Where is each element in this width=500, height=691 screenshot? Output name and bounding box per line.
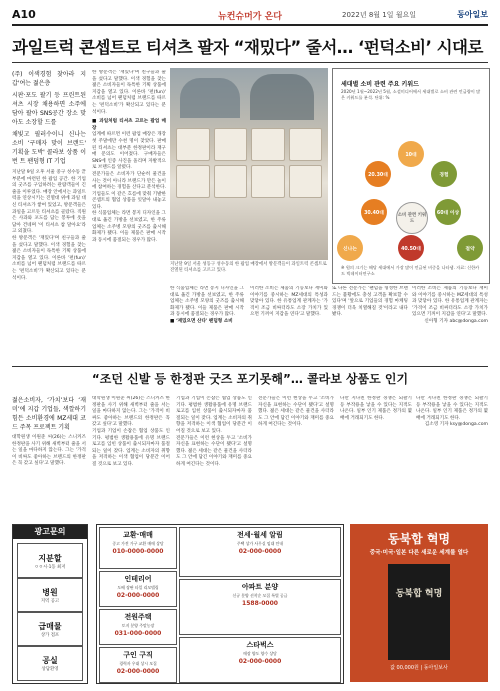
article1-body-2: 한 방문객은 '재밌다'며 친구들과 줄을 섰다고 말했다. 이색 경험을 찾는 젊은 소비자들이 독특한 기획 상품에 지갑을 열고 있다. 이른바 '펀(fun)' 소비를 넘어 팬덤처럼 브랜드를 따르는 '펀덕소비'가 확산되고 있다는 분석이다. bbox=[12, 235, 86, 281]
infographic-description: 2020년 1월~2022년 5월, 소셜미디어에서 세대별로 소비 관련 언급량이 많은 키워드를 분석. 단위: % bbox=[341, 89, 481, 100]
article1-body-5b: 한 식품업체는 라면 봉지 디자인을 그대로 옮긴 가방을 선보였고, 한 주류업체는 소주병 모양의 굿즈를 출시해 화제가 됐다. 이들 제품은 판매 시작과 동시에 품절되는 경우가 많다. bbox=[170, 286, 244, 318]
article1-lead-2: 시판·포도 팔기 등 프린트된 셔츠 시장 채용하면 소주에 담아 팔아 SNS공간 장소 맞아도 소장할 드를 bbox=[12, 92, 86, 126]
ad-cell-1-phone: 010-0000-0000 bbox=[112, 547, 164, 555]
ad-box-3-sub: 상가 점포 bbox=[40, 632, 60, 638]
photo-crowd-left bbox=[180, 78, 240, 118]
article1-body-6: 이러한 소비는 제품의 기능보다 재미와 이야기를 중시하는 MZ세대의 특성과 맞닿아 있다. 한 유통업계 관계자는 '가격이 조금 비싸더라도 소장 가치가 있으면 기꺼이 지갑을 연다'고 말했다. bbox=[250, 286, 328, 318]
article1-body-3: 업계에 따르면 이런 팝업 매장은 개장 첫 주말에만 수천 명이 찾았다. 판매된 티셔츠는 대부분 한정판이라 재구매 문의도 이어졌다. 구매자들은 SNS에 인증 사진을 올리며 자발적으로 브랜드를 알렸다. bbox=[92, 132, 166, 171]
article2-body-1b: 대학원생 이원준 씨(26)는 스니커즈 한정판을 사기 위해 새벽부터 줄을 서는 일을 마다하지 않는다. 그는 '가격이 비싸도 좋아하는 브랜드의 한정판은 꼭 갖고 싶다'고 말했다. bbox=[92, 396, 170, 428]
ad-box-4[interactable] bbox=[17, 645, 83, 681]
ad-box-2[interactable] bbox=[17, 577, 83, 613]
article1-body-6b: 이러한 소비는 제품의 기능보다 재미와 이야기를 중시하는 MZ세대의 특성과 맞닿아 있다. 한 유통업계 관계자는 '가격이 조금 비싸더라도 소장 가치가 있으면 기꺼이 지갑을 연다'고 말했다. bbox=[412, 286, 488, 318]
photo-display-shelves bbox=[176, 128, 322, 198]
ad-cell-1-sub: 중고 가전 가구 교환 매매 상담 bbox=[112, 541, 164, 546]
section-divider bbox=[12, 366, 488, 367]
keyword-node-5: 30.40대 bbox=[361, 199, 387, 225]
article2-column-5 bbox=[340, 396, 412, 518]
ad-box-3[interactable] bbox=[17, 611, 83, 647]
ad-cell-1[interactable] bbox=[99, 527, 177, 569]
infographic-center: 소비 관련 키워드 bbox=[396, 202, 428, 234]
ad-cell-4-phone: 1588-0000 bbox=[242, 599, 278, 607]
issue-date: 2022년 8월 1일 월요일 bbox=[342, 11, 416, 19]
article1-lead: (주) 이색경험 찾아라 지갑'여는 젊은층 bbox=[12, 71, 86, 87]
article1-body-4: 전문가들은 소비자가 단순히 물건을 사는 것이 아니라 브랜드가 만든 놀이에 참여하는 경험을 산다고 분석한다. 기업들도 이 같은 흐름에 맞춰 기발한 콘셉트의 협업 상품을 잇달아 내놓고 있다. bbox=[92, 171, 166, 210]
ad-cell-7-sub: 매장 양도 양수 상담 bbox=[243, 651, 277, 656]
ad-cell-4-title: 아파트 분양 bbox=[241, 583, 279, 591]
article2-body-4: 다만 지나친 한정판 경쟁은 되팔기 등 부작용을 낳을 수 있다는 지적도 나온다. 일부 인기 제품은 정가의 몇 배에 거래되기도 한다. bbox=[340, 396, 412, 421]
photo-caption: 지난달 9일 서울 성동구 성수동의 한 팝업 매장에서 방문객들이 과일트럭 콘셉트로 진열된 티셔츠를 고르고 있다. bbox=[170, 262, 327, 273]
article2-body-4b: 다만 지나친 한정판 경쟁은 되팔기 등 부작용을 낳을 수 있다는 지적도 나온다. 일부 인기 제품은 정가의 몇 배에 거래되기도 한다. bbox=[416, 396, 488, 421]
ad-box-2-title: 병원 bbox=[42, 587, 58, 597]
ad-cell-6-phone: 02-000-0000 bbox=[116, 667, 160, 675]
book-ad-price: 값 00,000원 | 동아일보사 bbox=[390, 665, 448, 671]
infographic-diagram bbox=[333, 117, 489, 267]
keyword-node-2: 경험 bbox=[431, 161, 457, 187]
article2-column-1 bbox=[12, 396, 86, 518]
book-ad-title: 동북합 혁명 bbox=[387, 532, 451, 546]
article2-column-3 bbox=[176, 396, 252, 518]
ad-box-2-sub: 지역 공고 bbox=[40, 598, 60, 604]
ad-cell-6[interactable] bbox=[99, 647, 177, 683]
newspaper-name: 동아일보 bbox=[457, 10, 488, 19]
article1-photo bbox=[170, 68, 328, 260]
book-cover-image bbox=[388, 564, 450, 660]
keyword-node-7: 신나는 bbox=[337, 235, 363, 261]
ad-cell-3-title: 인테리어 bbox=[124, 575, 152, 583]
ad-cell-2[interactable] bbox=[179, 527, 341, 577]
book-cover-title: 동북합 혁명 bbox=[395, 589, 443, 599]
ad-cell-4-sub: 신규 분양 선착순 모집 특별 공급 bbox=[232, 593, 288, 598]
ad-cell-7-title: 스타벅스 bbox=[246, 641, 274, 649]
ad-cell-2-title: 전세·월세 알림 bbox=[237, 531, 283, 539]
ads-column-title: 광고문의 bbox=[13, 525, 87, 539]
article1-column-5 bbox=[332, 286, 408, 362]
infographic-source: ※ 원의 크기는 해당 세대에서 가장 많이 언급된 비중을 나타냄. 자료: 신한카드 빅데이터연구소 bbox=[341, 265, 480, 276]
page-number: A10 bbox=[12, 8, 36, 21]
article2-byline: 김소영 기자 ksy@donga.com bbox=[424, 422, 488, 428]
ad-cell-4[interactable] bbox=[179, 579, 341, 635]
classified-ads-grid bbox=[96, 524, 344, 684]
headline-divider bbox=[12, 62, 488, 63]
section-title: 뉴컨슈머가 온다 bbox=[218, 12, 282, 22]
article2-lead: 젊은소비자, ‘가치’보다 ‘재미’에 지갑 기업들, 색깔하기 힘든 소비환경에 MZ세대 코드 주목 프로젝트 기획 bbox=[12, 397, 86, 431]
article1-column-3 bbox=[170, 286, 244, 362]
article2-headline: “조던 신발 등 한정판 굿즈 포기못해”… 콜라보 상품도 인기 bbox=[91, 372, 409, 386]
article2-body-3: 전문가들은 이런 현상을 두고 '소비가 자신을 표현하는 수단이 됐다'고 설명했다. 젊은 세대는 같은 물건을 사더라도 그 안에 담긴 이야기와 재미를 중요하게 여긴다는 것이다. bbox=[176, 435, 252, 467]
article2-body-3b: 전문가들은 이런 현상을 두고 '소비가 자신을 표현하는 수단이 됐다'고 설명했다. 젊은 세대는 같은 물건을 사더라도 그 안에 담긴 이야기와 재미를 중요하게 여긴다는 것이다. bbox=[258, 396, 334, 428]
ad-cell-2-phone: 02-000-0000 bbox=[238, 547, 282, 555]
article1-body-7: 또 다른 전문가는 '팬덤을 형성한 브랜드는 불황에도 충성 고객을 확보할 수 있다'며 '앞으로 기업들의 경험 마케팅 경쟁이 더욱 치열해질 것'이라고 내다봤다. bbox=[332, 286, 408, 318]
classified-ads-column bbox=[12, 524, 88, 684]
ad-cell-6-sub: 경력자 우대 상시 모집 bbox=[119, 661, 157, 666]
article2-column-2 bbox=[92, 396, 170, 518]
book-ad-subtitle: 중국·미국·일본 다른 새로운 세계를 열다 bbox=[369, 550, 469, 556]
article2-body-1: 대학원생 이원준 씨(26)는 스니커즈 한정판을 사기 위해 새벽부터 줄을 서는 일을 마다하지 않는다. 그는 '가격이 비싸도 좋아하는 브랜드의 한정판은 꼭 갖고 싶다'고 말했다. bbox=[12, 435, 86, 467]
ad-box-1-title: 지분할 bbox=[38, 553, 62, 563]
ad-cell-5-phone: 031-000-0000 bbox=[114, 629, 162, 637]
article1-column-2 bbox=[92, 70, 166, 362]
article2-body-2: 기업과 기업이 손잡은 협업 상품도 인기다. 평범한 생활용품에 유명 브랜드 로고를 입힌 상품이 출시되자마자 품절되는 일이 잦다. 업계는 소비자의 취향을 저격하는 이색 협업이 당분간 이어질 것으로 보고 있다. bbox=[92, 428, 170, 467]
article1-column-1 bbox=[12, 70, 86, 362]
article1-body-2b: 한 방문객은 '재밌다'며 친구들과 줄을 섰다고 말했다. 이색 경험을 찾는 젊은 소비자들이 독특한 기획 상품에 지갑을 열고 있다. 이른바 '펀(fun)' 소비를 넘어 팬덤처럼 브랜드를 따르는 '펀덕소비'가 확산되고 있다는 분석이다. bbox=[92, 70, 166, 115]
article1-lead-3: 채빛고 필러수이니 신나는 소비 ‘구매자 맞이 브랜드' 기획을 도박' 콜라보 상품 이번 트 팬덤형 IT 기업 bbox=[12, 131, 86, 165]
infographic-title: 세대별 소비 관련 주요 키워드 bbox=[341, 81, 419, 88]
article2-column-6 bbox=[416, 396, 488, 518]
article1-subhead-2: ■ ‘재밌으면 산다' 팬덤형 소비 bbox=[170, 318, 233, 324]
article2-column-4 bbox=[258, 396, 334, 518]
ad-cell-3-phone: 02-000-0000 bbox=[116, 591, 160, 599]
keyword-node-6: 40.50대 bbox=[398, 235, 424, 261]
article1-body-1: 지난달 9일 오후 서울 중구 성수동 끝부분에 마련된 한 팝업 공간. 한 기업의 굿즈를 구입하려는 관람객들이 긴 줄을 이루었다. 매장 안에서는 과일트럭을 연상시키는 진열대 위에 과일 대신 티셔츠가 쌓여 있었고, 방문객들은 과일을 고르듯 티셔츠를 골랐다. 직원은 사과와 포도를 담는 봉투에 옷을 담아 건네며 '이 티셔츠 참 달아요'라고 외쳤다. bbox=[12, 170, 86, 235]
ad-box-1[interactable] bbox=[17, 543, 83, 579]
ad-box-4-title: 공실 bbox=[42, 655, 58, 665]
ad-box-3-title: 급매물 bbox=[38, 621, 62, 631]
ad-cell-3-sub: 도배 장판 타일 리모델링 bbox=[117, 585, 159, 590]
ad-cell-3[interactable] bbox=[99, 571, 177, 607]
main-headline: 과일트럭 콘셉트로 티셔츠 팔자 “재밌다” 줄서… ‘펀덕소비’ 시대로 bbox=[12, 38, 483, 57]
ad-cell-2-sub: 주택 상가 사무실 임대 안내 bbox=[236, 541, 284, 546]
article2-body-2b: 기업과 기업이 손잡은 협업 상품도 인기다. 평범한 생활용품에 유명 브랜드 로고를 입힌 상품이 출시되자마자 품절되는 일이 잦다. 업계는 소비자의 취향을 저격하는 이색 협업이 당분간 이어질 것으로 보고 있다. bbox=[176, 396, 252, 434]
ad-cell-7-phone: 02-000-0000 bbox=[238, 657, 282, 665]
keyword-node-8: 절약 bbox=[457, 235, 483, 261]
ad-box-1-sub: ㅇㅇ시·1동 최저 bbox=[34, 564, 66, 570]
photo-crowd-right bbox=[250, 74, 314, 120]
ad-box-4-sub: 상담환영 bbox=[41, 666, 59, 672]
article1-byline: 신아형 기자 abc@donga.com bbox=[424, 318, 488, 324]
ad-cell-1-title: 교환·매매 bbox=[123, 531, 153, 539]
ad-cell-6-title: 구인 구직 bbox=[123, 651, 153, 659]
ad-cell-5-sub: 토지 분양 주말농장 bbox=[121, 623, 155, 628]
page-header bbox=[12, 6, 488, 26]
keyword-node-4: 60대 이상 bbox=[435, 199, 461, 225]
keyword-infographic bbox=[332, 68, 490, 284]
ad-cell-7[interactable] bbox=[179, 637, 341, 683]
keyword-node-1: 10대 bbox=[398, 141, 424, 167]
keyword-node-3: 20.30대 bbox=[365, 161, 391, 187]
ad-cell-5[interactable] bbox=[99, 609, 177, 645]
article1-column-6 bbox=[412, 286, 488, 362]
ad-cell-5-title: 전원주택 bbox=[124, 613, 152, 621]
article1-subhead-1: ■ 과일처럼 티셔츠 고르는 팝업 매장 bbox=[92, 119, 166, 131]
book-advertisement[interactable] bbox=[350, 524, 488, 682]
article1-body-5: 한 식품업체는 라면 봉지 디자인을 그대로 옮긴 가방을 선보였고, 한 주류업체는 소주병 모양의 굿즈를 출시해 화제가 됐다. 이들 제품은 판매 시작과 동시에 품절되는 경우가 많다. bbox=[92, 211, 166, 243]
article1-column-4 bbox=[250, 286, 328, 362]
